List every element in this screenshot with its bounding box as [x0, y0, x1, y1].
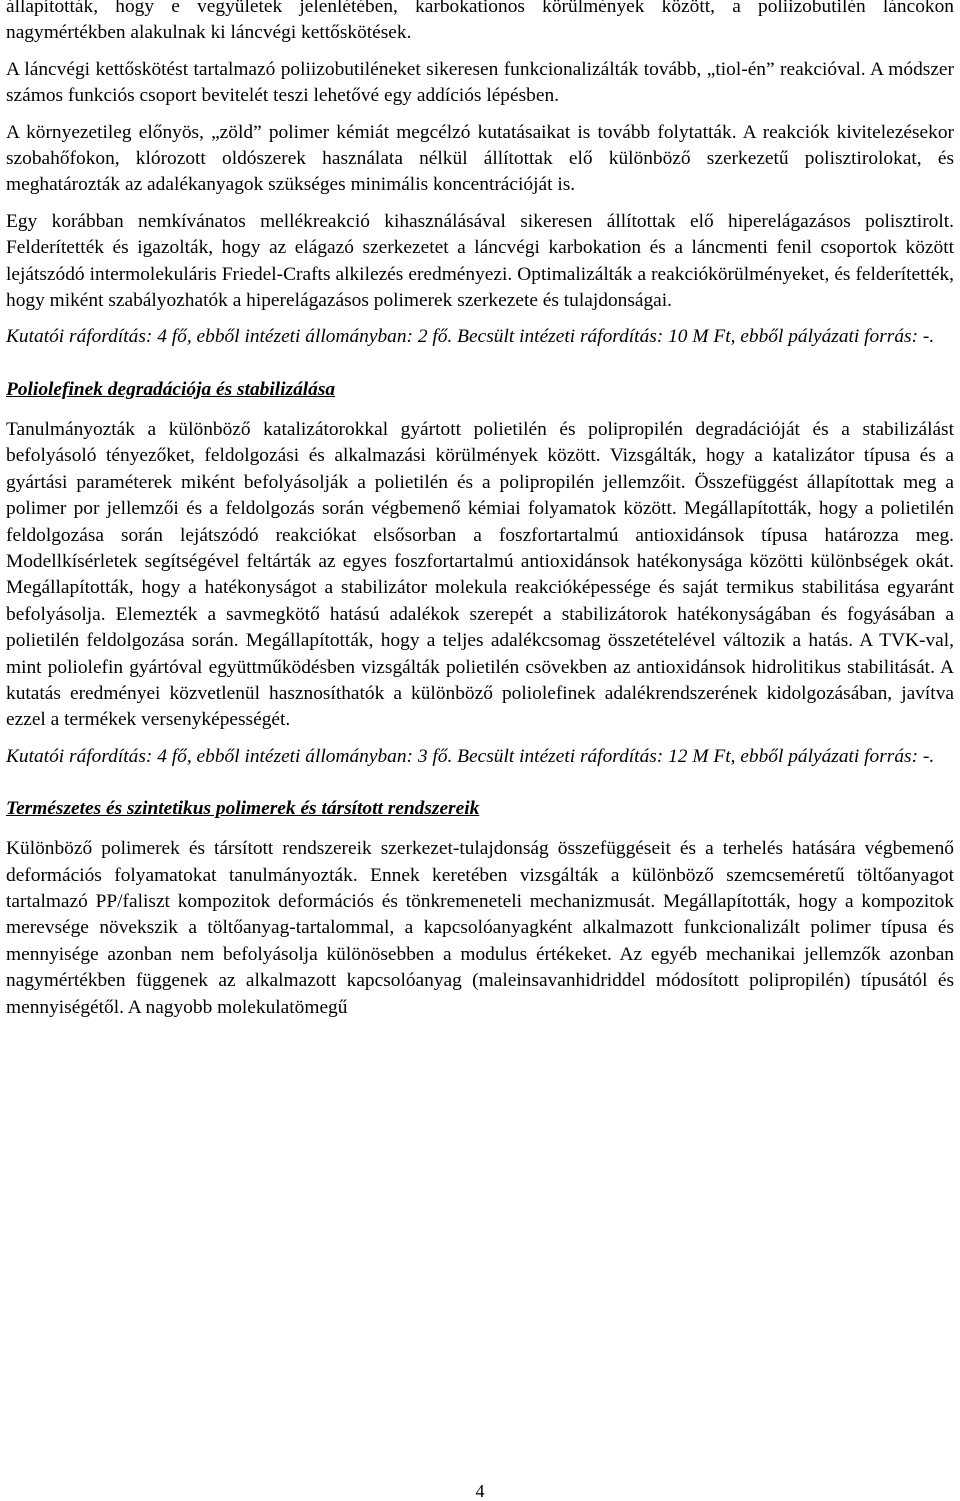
section-heading-polimerek: Természetes és szintetikus polimerek és társított rendszereik — [6, 798, 480, 820]
section-heading-poliolefinek: Poliolefinek degradációja és stabilizálása — [6, 378, 336, 400]
paragraph-polimerek: Különböző polimerek és társított rendszereik szerkezet-tulajdonság összefüggéseit és a terhelés hatására végbemenő deformációs folyamatokat tanulmányozták. Ennek keretében vizsgálták a különböző szemcseméretű töltőanyagot tartalmazó PP/faliszt kompozitok deformációs és tönkremeneteli mechanizmusát. Megállapították, hogy a kompozitok merevsége növekszik a töltőanyag-tartalommal, a kapcsolóanyagként alkalmazott funkcionalizált polimer típusa és mennyisége azonban nem befolyásolja különösebben a modulus értékeket. Az egyéb mechanikai jellemzők azonban nagymértékben függenek az alkalmazott kapcsolóanyag (maleinsavanhidriddel módosított polipropilén) típusától és mennyiségétől. A nagyobb molekulatömegű — [6, 838, 954, 1018]
effort-statement-2: Kutatói ráfordítás: 4 fő, ebből intézeti állományban: 3 fő. Becsült intézeti ráfordítás: 12 M Ft, ebből pályázati forrás: -. — [6, 745, 935, 767]
effort-statement-1: Kutatói ráfordítás: 4 fő, ebből intézeti állományban: 2 fő. Becsült intézeti ráfordítás: 10 M Ft, ebből pályázati forrás: -. — [6, 326, 935, 348]
paragraph-zold-polimer: A környezetileg előnyös, „zöld” polimer kémiát megcélzó kutatásaikat is tovább folytatták. A reakciók kivitelezésekor szobahőfokon, klórozott oldószerek használata nélkül állítottak elő különböző szerkezetű polisztirolokat, és meghatározták az adalékanyagok szükséges minimális koncentrációját is. — [6, 121, 954, 196]
paragraph-allapitottak: állapították, hogy e vegyületek jelenlétében, karbokationos körülmények között, a poliizobutilén láncokon nagymértékben alakulnak ki láncvégi kettőskötések. — [6, 0, 954, 44]
paragraph-hiperelagazasos: Egy korábban nemkívánatos mellékreakció kihasználásával sikeresen állítottak elő hiperelágazásos polisztirolt. Felderítették és igazolták, hogy az elágazó szerkezetet a láncvégi karbokation és a láncmenti fenil csoportok között lejátszódó intermolekuláris Friedel-Crafts alkilezés eredményezi. Optimalizálták a reakciókörülményeket, és felderítették, hogy miként szabályozhatók a hiperelágazásos polimerek szerkezete és tulajdonságai. — [6, 210, 954, 312]
paragraph-poliolefinek: Tanulmányozták a különböző katalizátorokkal gyártott polietilén és polipropilén degradációját és a stabilizálást befolyásoló tényezőket, feldolgozási és alkalmazási körülmények között. Vizsgálták, hogy a katalizátor típusa és a gyártási paraméterek miként befolyásolják a polietilén és a polipropilén jellemzőit. Összefüggést állapítottak meg a polimer por jellemzői és a feldolgozás során végbemenő kémiai folyamatok között. Megállapították, hogy a polietilén feldolgozása során lejátszódó reakciókat elsősorban a foszfortartalmú antioxidánsok típusa határozza meg. Modellkísérletek segítségével feltárták az egyes foszfortartalmú antioxidánsok hatékonysága közötti különbségek okát. Megállapították, hogy a hatékonyságot a stabilizátor molekula reakcióképessége és saját termikus stabilitása egyaránt befolyásolja. Elemezték a savmegkötő hatású adalékok szerepét a stabilizátorok hatékonyságában és fogyásában a polietilén feldolgozása során. Megállapították, hogy a teljes adalékcsomag összetételével változik a hatás. A TVK-val, mint poliolefin gyártóval együttműködésben vizsgálták polietilén csövekben az antioxidánsok hidrolitikus stabilitását. A kutatás eredményei közvetlenül hasznosíthatók a különböző poliolefinek adalékrendszerének kidolgozásában, javítva ezzel a termékek versenyképességét. — [6, 418, 954, 731]
paragraph-tiol-en: A láncvégi kettőskötést tartalmazó poliizobutiléneket sikeresen funkcionalizálták tovább, „tiol-én” reakcióval. A módszer számos funkciós csoport bevitelét teszi lehetővé egy addíciós lépésben. — [6, 58, 954, 107]
page-number: 4 — [475, 1481, 485, 1501]
document-page — [6, 0, 954, 1021]
